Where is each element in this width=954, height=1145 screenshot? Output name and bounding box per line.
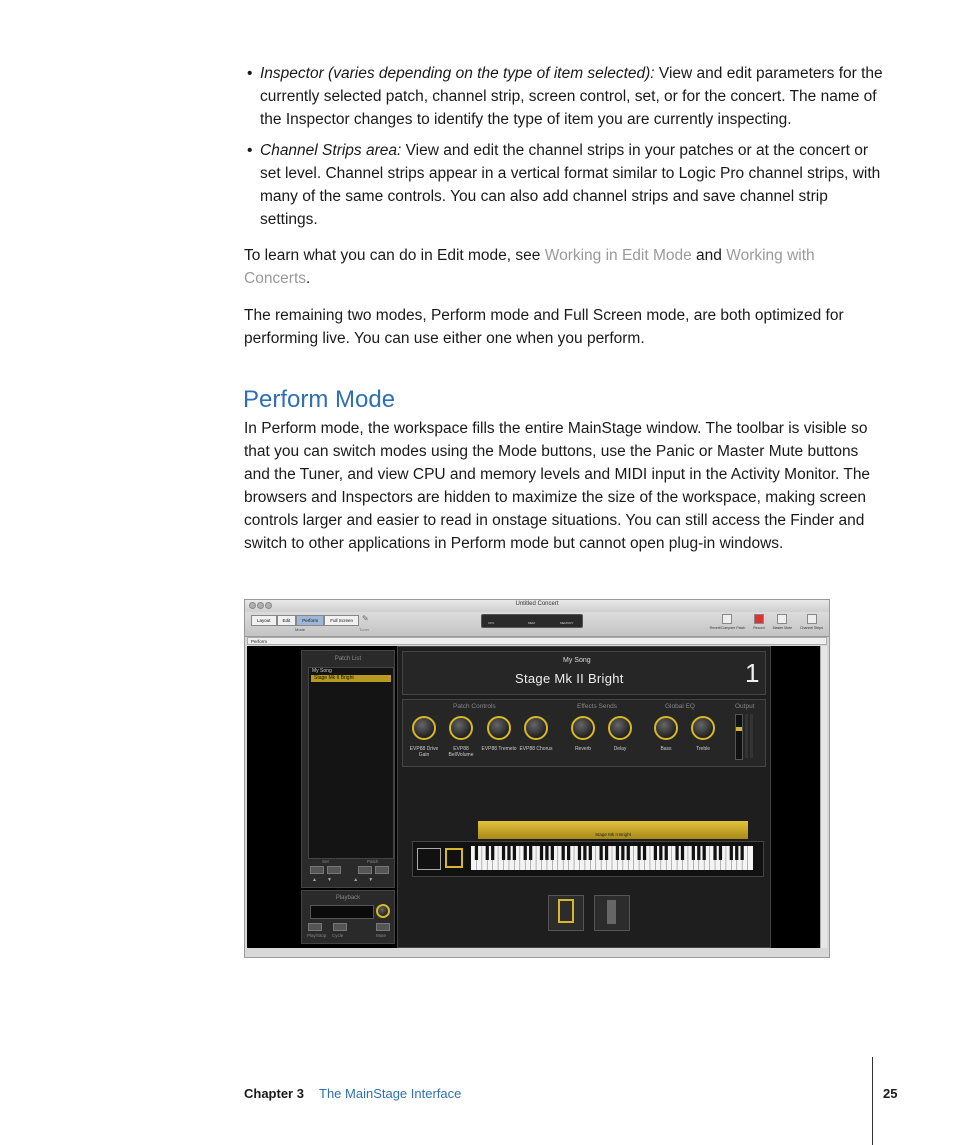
black-key — [540, 846, 543, 860]
patch-label: Patch — [367, 859, 379, 864]
black-key — [643, 846, 646, 860]
playback-panel — [301, 890, 395, 944]
set-patch-buttons — [310, 866, 389, 874]
patch-list-panel — [301, 650, 395, 888]
set-label: Set — [322, 859, 329, 864]
section-title: Perform Mode — [243, 386, 396, 413]
page-number: 25 — [883, 1086, 898, 1101]
black-key — [719, 846, 722, 860]
mainstage-screenshot — [244, 599, 830, 958]
remaining-modes-paragraph: The remaining two modes, Perform mode and Full Screen mode, are both optimized for performing live. You can use either one when you perform. — [244, 307, 844, 347]
black-key — [697, 846, 700, 860]
black-key — [735, 846, 738, 860]
arrow-icons: ▲▼ ▲▼ — [312, 877, 384, 883]
footer-chapter: Chapter 3 — [244, 1086, 304, 1101]
knob-label-delay: Delay — [613, 746, 627, 752]
black-key — [524, 846, 527, 860]
footer-divider — [872, 1057, 873, 1145]
black-key — [562, 846, 565, 860]
play-stop-button[interactable] — [308, 923, 322, 931]
mod-wheel[interactable] — [445, 848, 463, 868]
keyboard-body — [412, 841, 764, 877]
keyboard-lid — [478, 821, 748, 839]
record-label: Record — [753, 626, 765, 630]
playback-display — [310, 905, 374, 919]
channel-strips-button[interactable] — [800, 614, 823, 630]
play-stop-label: Play/Stop — [307, 933, 327, 938]
tuner-icon[interactable]: ✎ — [362, 614, 369, 623]
vertical-scrollbar[interactable] — [820, 646, 827, 948]
bell-volume-knob[interactable] — [449, 716, 473, 740]
bullet-channel-strips — [244, 139, 884, 231]
toolbar — [245, 612, 829, 637]
global-eq-title: Global EQ — [665, 703, 695, 710]
treble-knob[interactable] — [691, 716, 715, 740]
black-key — [583, 846, 586, 860]
patch-area — [397, 646, 771, 948]
learn-middle: and — [691, 247, 727, 264]
window-titlebar — [245, 600, 829, 612]
black-key — [730, 846, 733, 860]
tuner-label: Tuner — [359, 627, 370, 632]
output-fader-handle[interactable] — [736, 727, 742, 731]
sustain-pedal-indicator — [558, 899, 574, 923]
prev-set-button[interactable] — [310, 866, 324, 874]
black-key — [491, 846, 494, 860]
black-key — [654, 846, 657, 860]
reverb-knob[interactable] — [571, 716, 595, 740]
next-patch-button[interactable] — [375, 866, 389, 874]
learn-suffix: . — [306, 270, 311, 287]
playback-title: Playback — [335, 895, 361, 901]
sustain-pedal[interactable] — [548, 895, 584, 931]
black-key — [621, 846, 624, 860]
black-key — [627, 846, 630, 860]
next-set-button[interactable] — [327, 866, 341, 874]
toolbar-right-buttons — [710, 614, 823, 630]
output-meter — [735, 714, 743, 760]
record-button[interactable] — [753, 614, 764, 630]
black-key — [637, 846, 640, 860]
black-key — [659, 846, 662, 860]
knob-label-drive-gain: EVP88 Drive Gain — [409, 746, 439, 758]
bullet-term: Inspector (varies depending on the type of item selected): — [260, 65, 655, 82]
black-key — [605, 846, 608, 860]
bullet-inspector — [244, 62, 884, 131]
output-title: Output — [735, 703, 755, 710]
playback-knob[interactable] — [376, 904, 390, 918]
activity-monitor — [481, 614, 583, 628]
learn-paragraph — [244, 244, 884, 290]
output-meter-left — [745, 714, 748, 758]
black-key — [703, 846, 706, 860]
keyboard-label: Stage Mk II Bright — [595, 832, 631, 837]
perform-mode-paragraph: In Perform mode, the workspace fills the entire MainStage window. The toolbar is visible so that you can switch modes using the Mode buttons, use the Panic or Master Mute buttons and the Tuner, and view CPU and memory levels and MIDI input in the Activity Monitor. The browsers and Inspectors are hidden to maximize the size of the workspace, making screen controls larger and easier to read in onstage situations. You can still access the Finder and switch to other applications in Perform mode but cannot open plug-in windows. — [244, 420, 871, 552]
patch-name: Stage Mk II Bright — [515, 671, 624, 686]
patch-header — [402, 651, 766, 695]
black-key — [589, 846, 592, 860]
black-key — [665, 846, 668, 860]
mode-label: Mode — [295, 627, 306, 632]
black-key — [545, 846, 548, 860]
mode-layout-button[interactable]: Layout — [251, 615, 277, 626]
channel-strips-icon — [807, 614, 817, 624]
black-key — [502, 846, 505, 860]
patch-controls-title: Patch Controls — [453, 703, 496, 710]
black-key — [578, 846, 581, 860]
black-key — [692, 846, 695, 860]
knob-label-tremelo: EVP88 Tremelo — [481, 746, 517, 752]
black-key — [600, 846, 603, 860]
chorus-knob[interactable] — [524, 716, 548, 740]
mode-perform-button[interactable]: Perform — [296, 615, 324, 626]
drive-gain-knob[interactable] — [412, 716, 436, 740]
link-working-with-concerts[interactable]: Working with Concerts — [244, 247, 815, 287]
bullet-text: View and edit the channel strips in your patches or at the concert or set level. Channel strips appear in a vertical format similar to Logic Pro channel strips, with many of the same controls. You can also add channel strips and save channel strip settings. — [260, 142, 881, 228]
master-mute-label: Master Mute — [772, 626, 793, 630]
learn-prefix: To learn what you can do in Edit mode, see — [244, 247, 545, 264]
perform-tab: Perform — [247, 637, 827, 645]
expression-pedal-indicator — [607, 900, 616, 924]
window-title: Untitled Concert — [515, 601, 559, 607]
bullet-term: Channel Strips area: — [260, 142, 402, 159]
bullet-list — [244, 62, 884, 239]
black-key — [616, 846, 619, 860]
list-item-selected[interactable]: Stage Mk II Bright — [311, 675, 391, 682]
bass-knob[interactable] — [654, 716, 678, 740]
revert-compare-button[interactable] — [710, 614, 746, 630]
workspace — [247, 646, 823, 948]
pitch-bend-wheel[interactable] — [417, 848, 441, 870]
knob-label-bell-volume: EVP88 BellVolume — [448, 746, 474, 758]
black-key — [551, 846, 554, 860]
link-working-in-edit-mode[interactable]: Working in Edit Mode — [544, 247, 692, 264]
black-key — [713, 846, 716, 860]
tremelo-knob[interactable] — [487, 716, 511, 740]
black-key — [486, 846, 489, 860]
knob-label-reverb: Reverb — [574, 746, 592, 752]
effects-sends-title: Effects Sends — [577, 703, 617, 710]
black-key — [681, 846, 684, 860]
record-icon — [754, 614, 764, 624]
bullet-dot: • — [247, 65, 253, 82]
prev-patch-button[interactable] — [358, 866, 372, 874]
playback-buttons — [308, 923, 390, 931]
speaker-icon — [777, 614, 787, 624]
song-name: My Song — [563, 657, 591, 664]
mode-edit-button[interactable]: Edit — [277, 615, 297, 626]
knob-label-chorus: EVP88 Chorus — [519, 746, 553, 752]
revert-label: Revert/Compare Patch — [709, 626, 746, 630]
controls-panel — [402, 699, 766, 767]
piano-keys[interactable] — [471, 846, 753, 870]
patch-number: 1 — [745, 658, 760, 688]
knob-label-treble: Treble — [696, 746, 710, 752]
bullet-text: View and edit parameters for the currently selected patch, channel strip, screen control, set, or for the concert. The name of the Inspector changes to identify the type of item you are currently inspecting. — [260, 65, 883, 128]
memory-label: MEMORY — [560, 621, 574, 625]
mode-fullscreen-button[interactable]: Full Screen — [324, 615, 359, 626]
mute-label: Mute — [376, 933, 387, 938]
patch-list[interactable] — [308, 667, 394, 859]
delay-knob[interactable] — [608, 716, 632, 740]
black-key — [475, 846, 478, 860]
channel-strips-label: Channel Strips — [800, 626, 823, 630]
cycle-label: Cycle — [332, 933, 344, 938]
black-key — [741, 846, 744, 860]
black-key — [513, 846, 516, 860]
mute-button[interactable] — [376, 923, 390, 931]
black-key — [675, 846, 678, 860]
cpu-label: CPU — [488, 621, 495, 625]
revert-icon — [722, 614, 732, 624]
master-mute-button[interactable] — [773, 614, 792, 630]
list-item[interactable]: My Song — [312, 668, 332, 674]
black-key — [507, 846, 510, 860]
footer-chapter-title[interactable]: The MainStage Interface — [319, 1086, 462, 1101]
cycle-button[interactable] — [333, 923, 347, 931]
knob-label-bass: Bass — [660, 746, 672, 752]
expression-pedal[interactable] — [594, 895, 630, 931]
patch-list-title: Patch List — [334, 656, 362, 662]
black-key — [567, 846, 570, 860]
mem-label: MEM — [528, 621, 535, 625]
mode-buttons — [251, 615, 359, 626]
black-key — [529, 846, 532, 860]
bullet-dot: • — [247, 142, 253, 159]
output-meter-right — [750, 714, 753, 758]
